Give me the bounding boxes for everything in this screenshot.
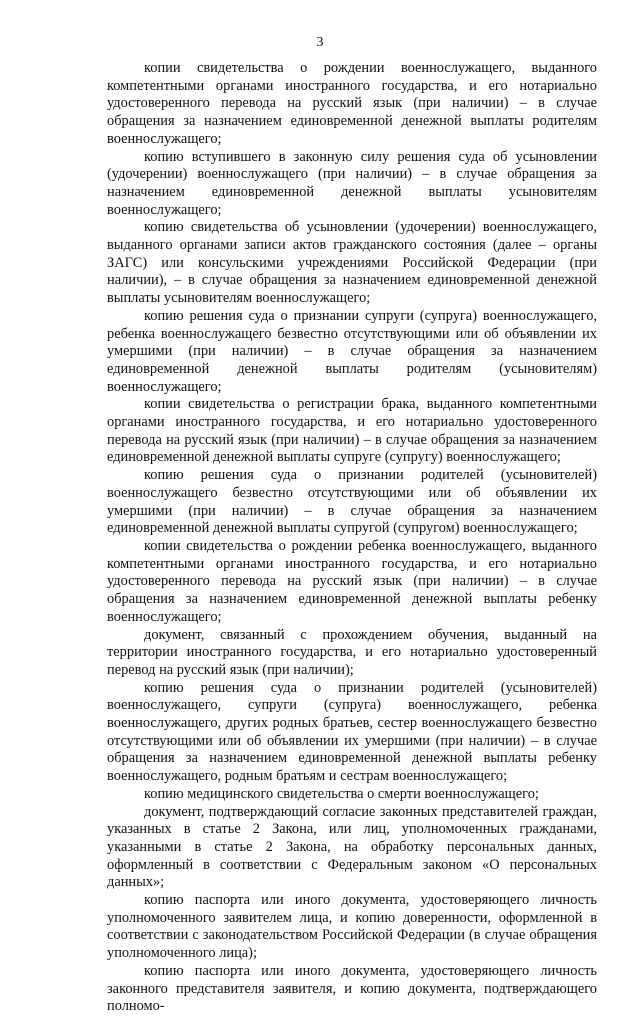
page-number: 3 bbox=[316, 35, 324, 50]
paragraph-child-birth-certificate: копии свидетельства о рождении ребенка военнослужащего, выданного компетентными органами иностранного государства, и его нотариально удостоверенного перевода на русский язык (при наличии) – в случае обращения за назначением единовременной денежной выплаты ребенку военнослужащего; bbox=[107, 537, 597, 625]
document-body bbox=[107, 60, 597, 1016]
paragraph-death-certificate: копию медицинского свидетельства о смерти военнослужащего; bbox=[144, 785, 539, 802]
paragraph-parents-missing-decision: копию решения суда о признании родителей (усыновителей) военнослужащего безвестно отсутствующими или об объявлении их умершими (при наличии) – в случае обращения за назначением единовременной денежной выплаты супругой (супругом) военнослужащего; bbox=[107, 467, 597, 537]
paragraph-authorized-person-passport: копию паспорта или иного документа, удостоверяющего личность уполномоченного заявителем лица, и копию доверенности, оформленной в соответствии с законодательством Российской Федерации (в случае обращения уполномоченного лица); bbox=[107, 892, 597, 962]
paragraph-adoption-court-decision: копию вступившего в законную силу решения суда об усыновлении (удочерении) военнослужащего (при наличии) – в случае обращения за назначением единовременной денежной выплаты усыновителям военнослужащего; bbox=[107, 148, 597, 218]
paragraph-education-document: документ, связанный с прохождением обучения, выданный на территории иностранного государства, и его нотариально удостоверенный перевод на русский язык (при наличии); bbox=[107, 626, 597, 678]
paragraph-adoption-certificate: копию свидетельства об усыновлении (удочерении) военнослужащего, выданного органами записи актов гражданского состояния (далее – органы ЗАГС) или консульскими учреждениями Российской Федерации (при наличии), – в случае обращения за назначением единовременной денежной выплаты усыновителям военнослужащего; bbox=[107, 219, 597, 307]
paragraph-spouse-child-missing-decision: копию решения суда о признании супруги (супруга) военнослужащего, ребенка военнослужащего безвестно отсутствующими или об объявлении их умершими (при наличии) – в случае обращения за назначением единовременной денежной выплаты родителям (усыновителям) военнослужащего; bbox=[107, 307, 597, 395]
paragraph-personal-data-consent: документ, подтверждающий согласие законных представителей граждан, указанных в статье 2 Закона, или лиц, уполномоченных гражданами, указанными в статье 2 Закона, на обработку персональных данных, оформленный в соответствии с Федеральным законом «О персональных данных»; bbox=[107, 803, 597, 891]
paragraph-legal-representative-passport: копию паспорта или иного документа, удостоверяющего личность законного представителя заявителя, и копию документа, подтверждающего полномо- bbox=[107, 962, 597, 1015]
paragraph-marriage-certificate: копии свидетельства о регистрации брака, выданного компетентными органами иностранного государства, и его нотариально удостоверенного перевода на русский язык (при наличии) – в случае обращения за назначением единовременной денежной выплаты супруге (супругу) военнослужащего; bbox=[107, 396, 597, 466]
paragraph-relatives-missing-decision: копию решения суда о признании родителей (усыновителей) военнослужащего, супруги (супруга) военнослужащего, ребенка военнослужащего, других родных братьев, сестер военнослужащего безвестно отсутствующими или об объявлении их умершими (при наличии) – в случае обращения за назначением единовременной денежной выплаты ребенку военнослужащего, родным братьям и сестрам военнослужащего; bbox=[107, 679, 597, 785]
paragraph-birth-certificate-parents: копии свидетельства о рождении военнослужащего, выданного компетентными органами иностранного государства, и его нотариально удостоверенного перевода на русский язык (при наличии) – в случае обращения за назначением единовременной денежной выплаты родителям военнослужащего; bbox=[107, 60, 597, 147]
